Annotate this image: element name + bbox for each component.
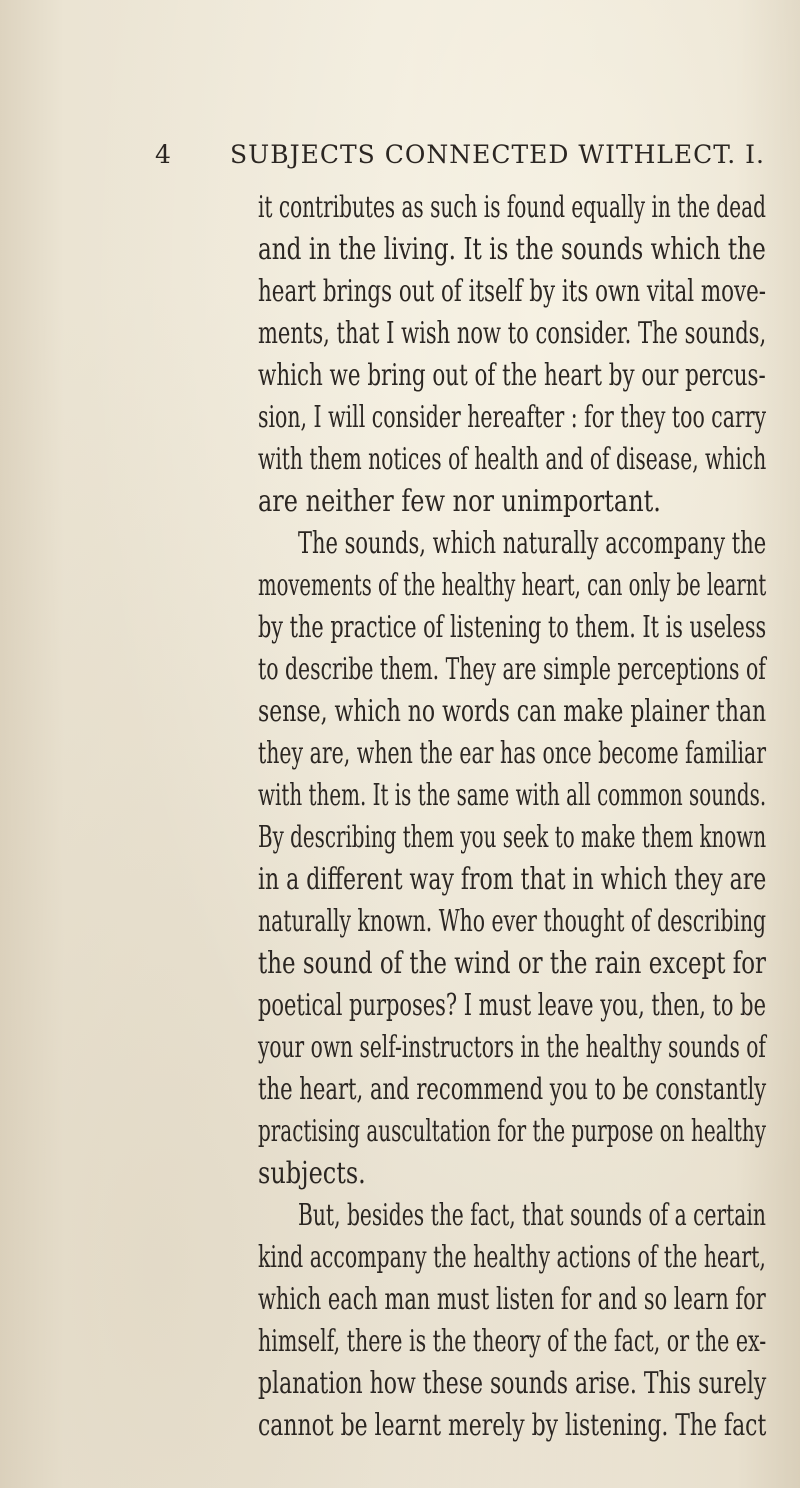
text-line: By describing them you seek to make them known [258,820,767,855]
text-line: practising auscultation for the purpose on healthy [258,1114,767,1149]
text-line: and in the living. It is the sounds which the [258,232,766,267]
text-line: which we bring out of the heart by our percus- [258,358,766,393]
text-line: with them. It is the same with all common sounds. [258,778,767,813]
page-header [155,140,765,180]
text-line: it contributes as such is found equally in the dead [258,190,766,225]
text-line: cannot be learnt merely by listening. The fact [258,1408,767,1443]
running-title: SUBJECTS CONNECTED WITH [230,140,657,169]
text-line: are neither few nor unimportant. [258,484,661,519]
text-line: with them notices of health and of disease, which [258,442,767,477]
text-line: The sounds, which naturally accompany the [298,526,767,561]
text-line: ments, that I wish now to consider. The sounds, [258,316,767,351]
text-line: in a different way from that in which they are [258,862,767,897]
text-line: heart brings out of itself by its own vital move- [258,274,767,309]
text-line: the sound of the wind or the rain except for [258,946,767,981]
text-line: sion, I will consider hereafter : for they too carry [258,400,767,435]
text-line: by the practice of listening to them. It is useless [258,610,767,645]
text-line: the heart, and recommend you to be constantly [258,1072,767,1107]
text-line: subjects. [258,1156,366,1191]
text-line: But, besides the fact, that sounds of a certain [298,1198,766,1233]
text-line: movements of the healthy heart, can only be learnt [258,568,767,603]
text-line: himself, there is the theory of the fact, or the ex- [258,1324,767,1359]
text-line: your own self-instructors in the healthy sounds of [258,1030,766,1065]
page-number: 4 [155,140,172,169]
text-line: they are, when the ear has once become familiar [258,736,767,771]
lecture-label: LECT. I. [656,140,765,169]
text-line: to describe them. They are simple perceptions of [258,652,766,687]
text-line: which each man must listen for and so learn for [258,1282,766,1317]
text-line: sense, which no words can make plainer than [258,694,767,729]
text-line: poetical purposes? I must leave you, then, to be [258,988,766,1023]
text-line: naturally known. Who ever thought of describing [258,904,767,939]
text-line: kind accompany the healthy actions of the heart, [258,1240,766,1275]
text-line: planation how these sounds arise. This surely [258,1366,767,1401]
